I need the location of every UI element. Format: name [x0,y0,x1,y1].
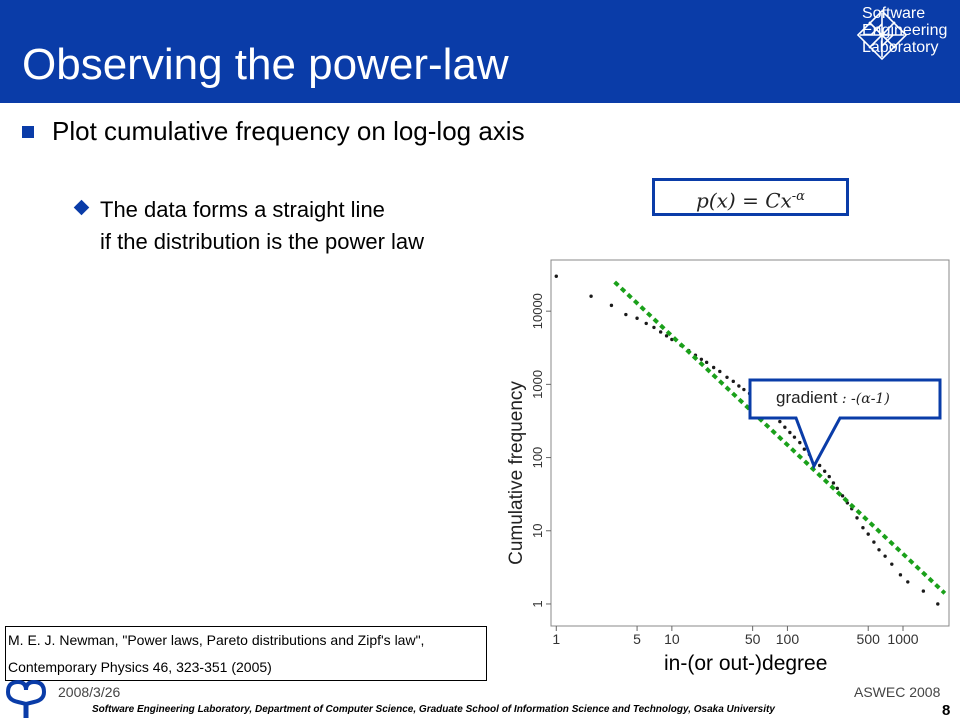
slide-title: Observing the power-law [22,40,509,89]
logo-line-1: Software [862,5,926,22]
data-point [555,275,558,278]
logo-line-3: Laboratory [862,39,939,56]
data-point [906,580,909,583]
data-point [624,313,627,316]
reference-line-1: M. E. J. Newman, "Power laws, Pareto distributions and Zipf's law", [8,632,425,648]
bullet-2-line-2: if the distribution is the power law [100,229,425,254]
university-logo-icon [4,678,48,718]
y-tick-label: 100 [530,446,545,469]
gradient-callout [748,376,948,470]
diamond-bullet-icon [74,200,90,216]
logo-line-2: Engineering [862,22,948,39]
data-point [700,358,703,361]
y-axis-title: Cumulative frequency [506,381,527,565]
x-tick-label: 1 [552,631,561,647]
square-bullet-icon [22,126,34,138]
gradient-label: gradient : -(α-1) [776,388,890,407]
data-point [718,370,721,373]
data-point [635,317,638,320]
data-point [867,532,870,535]
data-point [936,602,939,605]
lab-logo-text [862,5,947,56]
data-point [872,540,875,543]
axis-ticks [530,293,919,647]
data-point [737,384,740,387]
data-point [922,589,925,592]
y-tick-label: 1000 [530,369,545,399]
data-point [705,361,708,364]
data-point [877,548,880,551]
x-tick-label: 1000 [887,631,919,647]
reference-line-2: Contemporary Physics 46, 323-351 (2005) [8,659,272,675]
data-point [861,526,864,529]
footer-text: Software Engineering Laboratory, Department of Computer Science, Graduate School of Information Science and Technology, Osaka University [92,704,775,715]
slide-date: 2008/3/26 [58,684,121,700]
data-point [610,304,613,307]
x-tick-label: 5 [633,631,641,647]
y-tick-label: 1 [530,600,545,608]
x-tick-label: 50 [744,631,761,647]
data-point [890,562,893,565]
data-point [742,388,745,391]
data-point [645,322,648,325]
data-point [883,554,886,557]
data-point [725,376,728,379]
data-point [732,380,735,383]
data-point [828,475,831,478]
data-point [823,470,826,473]
power-law-formula [652,178,849,216]
bullet-2-line-1: The data forms a straight line [100,197,385,222]
bullet-2-text [100,194,424,258]
conference-name: ASWEC 2008 [854,684,941,700]
data-point [652,326,655,329]
x-tick-label: 10 [664,631,680,647]
bullet-1-text: Plot cumulative frequency on log-log axis [52,116,525,146]
y-tick-label: 10 [530,523,545,538]
formula-exponent: -α [791,189,805,204]
x-tick-label: 100 [775,631,800,647]
x-axis-title: in-(or out-)degree [664,652,828,675]
data-point [589,295,592,298]
data-point [899,573,902,576]
y-tick-label: 10000 [530,293,545,330]
data-point [712,366,715,369]
reference-box [5,626,487,681]
gradient-value: : -(α-1) [837,391,890,407]
data-point [659,330,662,333]
page-number: 8 [942,702,951,719]
x-tick-label: 500 [856,631,880,647]
data-point [832,481,835,484]
formula-base: p(x) = Cx [696,188,792,213]
data-point [836,487,839,490]
data-point [855,516,858,519]
